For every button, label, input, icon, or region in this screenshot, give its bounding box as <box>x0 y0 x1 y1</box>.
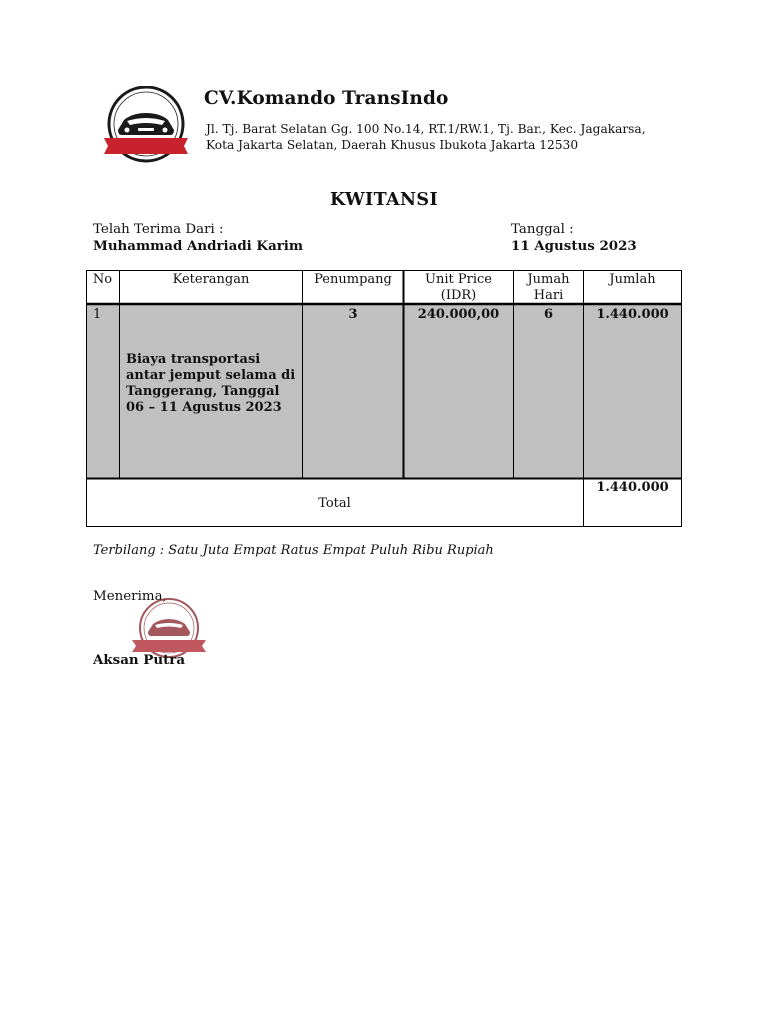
total-value: 1.440.000 <box>596 480 669 495</box>
document-title: KWITANSI <box>329 190 439 210</box>
signature-label: Menerima, <box>93 589 167 604</box>
row-1-passengers: 3 <box>348 307 358 322</box>
row-1-description: Biaya transportasi antar jemput selama di Tanggerang, Tanggal 06 – 11 Agustus 2023 <box>126 352 296 415</box>
header-days-line2: Hari <box>533 288 564 303</box>
header-unit-price-line1: Unit Price <box>425 272 492 287</box>
received-from-value: Muhammad Andriadi Karim <box>93 238 304 254</box>
row-1-days: 6 <box>543 307 554 322</box>
received-from-label: Telah Terima Dari : <box>93 222 224 237</box>
company-name: CV.Komando TransIndo <box>204 88 449 109</box>
header-unit-price <box>404 272 513 304</box>
header-no: No <box>92 272 113 287</box>
header-days-line1: Jumah <box>527 272 570 287</box>
signer-name: Aksan Putra <box>93 652 186 668</box>
row-1-no: 1 <box>93 307 102 322</box>
header-days <box>514 272 583 304</box>
amount-in-words: Terbilang : Satu Juta Empat Ratus Empat Puluh Ribu Rupiah <box>93 543 494 558</box>
total-label: Total <box>318 496 351 511</box>
header-description: Keterangan <box>172 272 250 287</box>
row-1-amount: 1.440.000 <box>596 307 669 322</box>
header-passengers: Penumpang <box>314 272 392 287</box>
company-address: Jl. Tj. Barat Selatan Gg. 100 No.14, RT.1/RW.1, Tj. Bar., Kec. Jagakarsa, Kota Jakarta Selatan, Daerah Khusus Ibukota Jakarta 12530 <box>206 122 646 152</box>
date-value: 11 Agustus 2023 <box>511 238 637 254</box>
row-1-unit-price: 240.000,00 <box>417 307 500 322</box>
date-label: Tanggal : <box>511 222 574 237</box>
header-unit-price-line2: (IDR) <box>440 288 477 303</box>
header-amount: Jumlah <box>609 272 656 287</box>
